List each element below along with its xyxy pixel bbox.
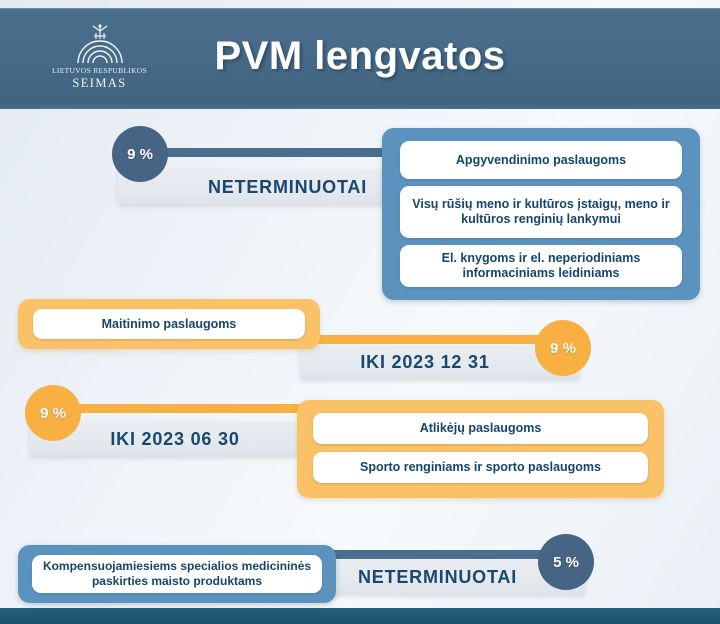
- section-2-connector: [300, 335, 560, 344]
- section-1-item-1[interactable]: Apgyvendinimo paslaugoms: [400, 141, 682, 179]
- logo-line-2: SEIMAS: [72, 76, 127, 90]
- section-1-group: [382, 128, 700, 300]
- section-3-rate-badge: 9 %: [25, 385, 81, 441]
- section-4-rate-badge: 5 %: [538, 534, 594, 590]
- page-header: [0, 8, 720, 103]
- section-1-connector: [150, 148, 400, 157]
- section-2-group: [18, 299, 320, 349]
- section-3-group: [297, 400, 664, 498]
- section-4-connector: [320, 550, 565, 559]
- section-3-duration-label: IKI 2023 06 30: [110, 428, 240, 449]
- logo-line-1: LIETUVOS RESPUBLIKOS: [52, 66, 147, 75]
- section-1-item-3[interactable]: El. knygoms ir el. neperiodiniams informaciniams leidiniams: [400, 245, 682, 287]
- section-2-rate-badge: 9 %: [535, 320, 591, 376]
- section-1-item-2[interactable]: Visų rūšių meno ir kultūros įstaigų, meno ir kultūros renginių lankymui: [400, 186, 682, 238]
- section-1-rate-badge: 9 %: [112, 126, 168, 182]
- header-separator: [0, 103, 720, 109]
- section-2-item-1[interactable]: Maitinimo paslaugoms: [33, 309, 305, 339]
- section-4-duration-label: NETERMINUOTAI: [357, 566, 518, 587]
- page-footer-bar: [0, 608, 720, 624]
- section-1-duration-label: NETERMINUOTAI: [207, 176, 368, 197]
- section-4-item-1[interactable]: Kompensuojamiesiems specialios medicininės paskirties maisto produktams: [32, 555, 322, 593]
- section-3-connector: [62, 404, 312, 413]
- page-title: PVM lengvatos: [214, 34, 506, 78]
- section-3-item-1[interactable]: Atlikėjų paslaugoms: [313, 413, 648, 444]
- section-4-group: [18, 545, 336, 603]
- section-2-duration-label: IKI 2023 12 31: [360, 351, 490, 372]
- section-3-item-2[interactable]: Sporto renginiams ir sporto paslaugoms: [313, 452, 648, 483]
